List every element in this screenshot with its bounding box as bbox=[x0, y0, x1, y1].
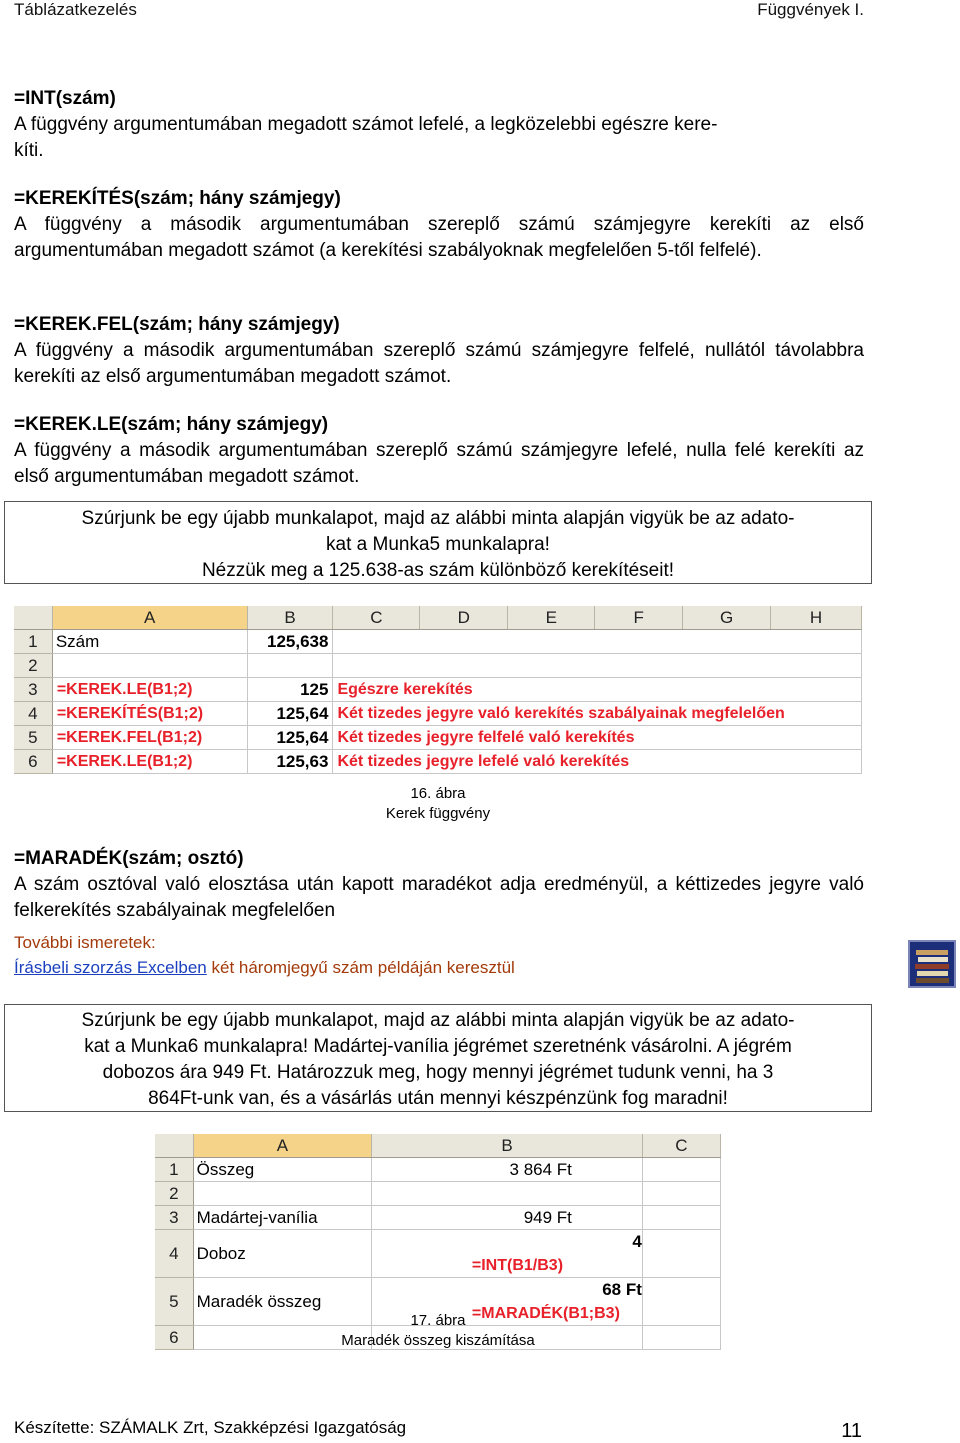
section-title: =INT(szám) bbox=[14, 88, 116, 109]
section-kerekites bbox=[14, 186, 864, 264]
further-reading-label: További ismeretek: bbox=[14, 933, 156, 952]
cell bbox=[642, 1230, 720, 1278]
annotation-cell: Egészre kerekítés bbox=[333, 678, 862, 702]
task-box-2 bbox=[4, 1004, 872, 1112]
formula-cell: =KEREK.FEL(B1;2) bbox=[52, 726, 247, 750]
row-header: 1 bbox=[14, 630, 52, 654]
cell bbox=[642, 1326, 720, 1350]
figure-title: Kerek függvény bbox=[385, 805, 491, 822]
row-header: 4 bbox=[14, 702, 52, 726]
cell: 949 Ft bbox=[372, 1206, 643, 1230]
formula-cell: =KEREK.LE(B1;2) bbox=[52, 750, 247, 774]
cell: 125 bbox=[247, 678, 333, 702]
formula-cell: =KEREK.LE(B1;2) bbox=[52, 678, 247, 702]
column-header: E bbox=[508, 606, 595, 630]
row-header: 5 bbox=[155, 1278, 193, 1326]
row-header: 3 bbox=[155, 1206, 193, 1230]
page-number: 11 bbox=[841, 1420, 862, 1442]
section-kerek-le bbox=[14, 412, 864, 490]
table-row bbox=[155, 1182, 721, 1206]
table-row bbox=[14, 726, 862, 750]
further-reading-line bbox=[14, 958, 515, 978]
row-header: 6 bbox=[155, 1326, 193, 1350]
table-row bbox=[155, 1158, 721, 1182]
cell: 125,638 bbox=[247, 630, 333, 654]
annotation-cell: Két tizedes jegyre való kerekítés szabályainak megfelelően bbox=[333, 702, 862, 726]
cell bbox=[333, 654, 862, 678]
row-header: 2 bbox=[155, 1182, 193, 1206]
section-body bbox=[14, 112, 864, 164]
annotation-cell: Két tizedes jegyre lefelé való kerekítés bbox=[333, 750, 862, 774]
task-line: dobozos ára 949 Ft. Határozzuk meg, hogy mennyi jégrémet tudunk venni, ha 3 bbox=[102, 1062, 774, 1083]
figure-caption-16 bbox=[338, 784, 538, 824]
task-line: kat a Munka5 munkalapra! bbox=[326, 534, 550, 555]
task-line: kat a Munka6 munkalapra! Madártej-vanília jégrémet szeretnénk vásárolni. A jégrém bbox=[84, 1036, 792, 1057]
column-header: G bbox=[683, 606, 771, 630]
task-line: 864Ft-unk van, és a vásárlás után mennyi készpénzünk fog maradni! bbox=[148, 1088, 728, 1109]
row-header: 5 bbox=[14, 726, 52, 750]
further-reading-text: két háromjegyű szám példáján keresztül bbox=[206, 958, 515, 977]
section-title: =KEREK.LE(szám; hány számjegy) bbox=[14, 414, 329, 435]
section-kerek-fel bbox=[14, 312, 864, 390]
cell: Madártej-vanília bbox=[193, 1206, 372, 1230]
table-row bbox=[14, 678, 862, 702]
section-body-line: kíti. bbox=[14, 140, 44, 161]
cell bbox=[642, 1182, 720, 1206]
corner-cell bbox=[14, 606, 52, 630]
row-header: 4 bbox=[155, 1230, 193, 1278]
table-row bbox=[14, 654, 862, 678]
footer-credit: Készítette: SZÁMALK Zrt, Szakképzési Igazgatóság bbox=[14, 1418, 407, 1437]
table-row bbox=[14, 750, 862, 774]
table-row bbox=[155, 1206, 721, 1230]
section-body: A függvény a második argumentumában szereplő számú számjegyre felfelé, nullától távolabbra kerekíti az első argumentumában megadott számot. bbox=[14, 340, 864, 387]
section-body: A függvény a második argumentumában szereplő számú számjegyre lefelé, nulla felé kerekíti az első argumentumában megadott számot. bbox=[14, 440, 864, 487]
cell: Doboz bbox=[193, 1230, 372, 1278]
task-line: Nézzük meg a 125.638-as szám különböző kerekítéseit! bbox=[201, 560, 675, 581]
task-box-1 bbox=[4, 501, 872, 584]
cell bbox=[642, 1278, 720, 1326]
annotation-cell: Két tizedes jegyre felfelé való kerekítés bbox=[333, 726, 862, 750]
cell: 125,64 bbox=[247, 702, 333, 726]
column-header: B bbox=[247, 606, 333, 630]
cell-value: 4 bbox=[632, 1232, 642, 1251]
cell: 3 864 Ft bbox=[372, 1158, 643, 1182]
column-header: A bbox=[52, 606, 247, 630]
cell: Maradék összeg bbox=[193, 1278, 372, 1326]
corner-cell bbox=[155, 1134, 193, 1158]
section-body: A függvény a második argumentumában szereplő számú számjegyre kerekíti az első argumentumában megadott számot (a kerekítési szabályoknak megfelelően 5-től felfelé). bbox=[14, 214, 864, 261]
row-header: 3 bbox=[14, 678, 52, 702]
figure-number: 16. ábra bbox=[410, 785, 466, 802]
further-reading-link[interactable]: Írásbeli szorzás Excelben bbox=[14, 958, 207, 977]
cell bbox=[642, 1158, 720, 1182]
figure-caption-17 bbox=[318, 1311, 558, 1351]
cell bbox=[193, 1182, 372, 1206]
cell-value: 68 Ft bbox=[602, 1280, 642, 1299]
column-header: D bbox=[420, 606, 508, 630]
cell: Összeg bbox=[193, 1158, 372, 1182]
section-title: =KEREKÍTÉS(szám; hány számjegy) bbox=[14, 188, 341, 209]
cell bbox=[333, 630, 862, 654]
column-header: A bbox=[193, 1134, 372, 1158]
section-int bbox=[14, 86, 864, 164]
table-row bbox=[14, 630, 862, 654]
cell: 125,63 bbox=[247, 750, 333, 774]
formula-annotation: =MARADÉK(B1;B3) bbox=[471, 1305, 620, 1322]
section-body: A szám osztóval való elosztása után kapott maradékot adja eredményül, a kéttizedes jegyre való felkerekítés szabályainak megfelelően bbox=[14, 874, 864, 921]
section-title: =MARADÉK(szám; osztó) bbox=[14, 848, 244, 869]
figure-number: 17. ábra bbox=[410, 1312, 466, 1329]
row-header: 1 bbox=[155, 1158, 193, 1182]
table-row bbox=[14, 702, 862, 726]
formula-annotation: =INT(B1/B3) bbox=[471, 1257, 564, 1274]
section-maradek bbox=[14, 846, 864, 924]
header-right: Függvények I. bbox=[757, 0, 864, 19]
column-header-row bbox=[14, 606, 862, 630]
column-header: H bbox=[771, 606, 862, 630]
cell bbox=[247, 654, 333, 678]
formula-cell: =KEREKÍTÉS(B1;2) bbox=[52, 702, 247, 726]
task-line: Szúrjunk be egy újabb munkalapot, majd az alábbi minta alapján vigyük be az adato- bbox=[81, 1010, 795, 1031]
column-header: B bbox=[372, 1134, 643, 1158]
task-line: Szúrjunk be egy újabb munkalapot, majd az alábbi minta alapján vigyük be az adato- bbox=[81, 508, 795, 529]
cell bbox=[372, 1182, 643, 1206]
books-icon[interactable] bbox=[908, 940, 956, 988]
cell: Szám bbox=[52, 630, 247, 654]
column-header: F bbox=[595, 606, 683, 630]
cell bbox=[52, 654, 247, 678]
row-header: 6 bbox=[14, 750, 52, 774]
column-header: C bbox=[642, 1134, 720, 1158]
section-title: =KEREK.FEL(szám; hány számjegy) bbox=[14, 314, 340, 335]
section-body-line: A függvény argumentumában megadott számot lefelé, a legközelebbi egészre kere- bbox=[14, 114, 718, 135]
spreadsheet-figure-16 bbox=[14, 606, 862, 774]
row-header: 2 bbox=[14, 654, 52, 678]
cell bbox=[372, 1230, 643, 1278]
column-header-row bbox=[155, 1134, 721, 1158]
column-header: C bbox=[333, 606, 420, 630]
cell: 125,64 bbox=[247, 726, 333, 750]
figure-title: Maradék összeg kiszámítása bbox=[341, 1332, 535, 1349]
header-left: Táblázatkezelés bbox=[14, 0, 137, 19]
cell bbox=[642, 1206, 720, 1230]
table-row bbox=[155, 1230, 721, 1278]
